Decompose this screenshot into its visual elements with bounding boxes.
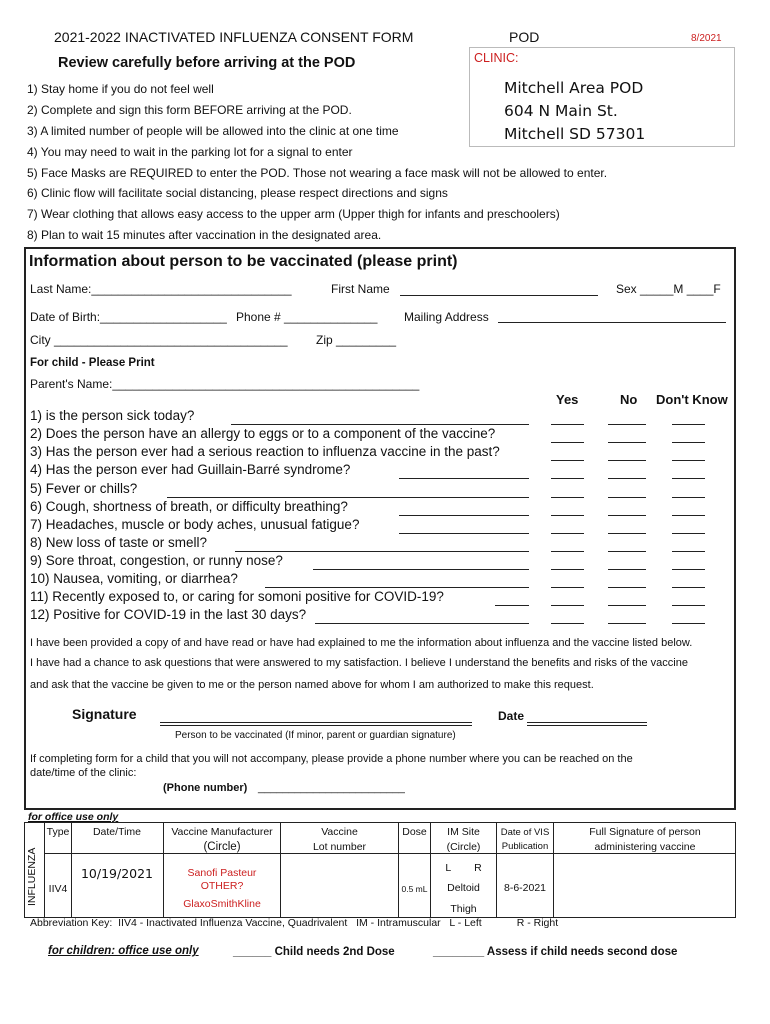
datetime-value: 10/19/2021	[80, 866, 154, 881]
answer-dont-know-blank[interactable]	[672, 497, 705, 498]
second-dose-field[interactable]: ______ Child needs 2nd Dose	[233, 946, 395, 958]
answer-yes-blank[interactable]	[551, 533, 584, 534]
question-line	[315, 623, 529, 624]
signature-line-double	[160, 725, 472, 726]
answer-no-blank[interactable]	[608, 497, 646, 498]
question-line	[495, 605, 529, 606]
answer-no-blank[interactable]	[608, 478, 646, 479]
site-subheader: (Circle)	[446, 841, 481, 853]
answer-yes-blank[interactable]	[551, 605, 584, 606]
answer-yes-blank[interactable]	[551, 478, 584, 479]
question-2: 2) Does the person have an allergy to eggs or to a component of the vaccine?	[30, 426, 496, 441]
answer-yes-blank[interactable]	[551, 623, 584, 624]
clinic-line-3: Mitchell SD 57301	[504, 125, 646, 143]
review-heading: Review carefully before arriving at the POD	[58, 55, 356, 71]
answer-no-blank[interactable]	[608, 605, 646, 606]
answer-dont-know-blank[interactable]	[672, 424, 705, 425]
signature-subheader: administering vaccine	[594, 841, 696, 853]
form-title: 2021-2022 INACTIVATED INFLUENZA CONSENT FORM	[54, 29, 414, 45]
manufacturer-option-3[interactable]: GlaxoSmithKline	[183, 898, 261, 910]
question-line	[231, 424, 529, 425]
dob-field[interactable]: Date of Birth:___________________	[30, 310, 227, 324]
question-line	[313, 569, 529, 570]
answer-no-blank[interactable]	[608, 551, 646, 552]
answer-no-blank[interactable]	[608, 587, 646, 588]
question-9: 9) Sore throat, congestion, or runny nose?	[30, 553, 283, 568]
question-10: 10) Nausea, vomiting, or diarrhea?	[30, 571, 238, 586]
type-header: Type	[46, 826, 70, 838]
answer-no-blank[interactable]	[608, 442, 646, 443]
instruction-2: 2) Complete and sign this form BEFORE arriving at the POD.	[27, 103, 352, 117]
sex-field[interactable]: Sex _____M ____F	[616, 282, 721, 296]
answer-dont-know-blank[interactable]	[672, 569, 705, 570]
clinic-box	[469, 47, 735, 147]
question-6: 6) Cough, shortness of breath, or difficulty breathing?	[30, 499, 348, 514]
form-date: 8/2021	[691, 33, 722, 44]
question-line	[167, 497, 529, 498]
signature-caption: Person to be vaccinated (If minor, parent or guardian signature)	[175, 730, 456, 741]
question-line	[399, 478, 529, 479]
type-value: IIV4	[48, 883, 68, 895]
manufacturer-option-2[interactable]: OTHER?	[200, 880, 244, 892]
vis-header: Date of VIS	[500, 827, 550, 838]
instruction-3: 3) A limited number of people will be allowed into the clinic at one time	[27, 124, 399, 138]
answer-dont-know-blank[interactable]	[672, 533, 705, 534]
pod-label: POD	[509, 29, 540, 45]
instruction-7: 7) Wear clothing that allows easy access to the upper arm (Upper thigh for infants and preschoolers)	[27, 207, 560, 221]
answer-yes-blank[interactable]	[551, 424, 584, 425]
mailing-field[interactable]	[498, 322, 726, 323]
manufacturer-option-1[interactable]: Sanofi Pasteur	[187, 867, 257, 879]
last-name-field[interactable]: Last Name:______________________________	[30, 282, 292, 296]
answer-yes-blank[interactable]	[551, 460, 584, 461]
lot-header: Lot number	[312, 841, 367, 853]
question-8: 8) New loss of taste or smell?	[30, 535, 208, 550]
answer-dont-know-blank[interactable]	[672, 442, 705, 443]
consent-line-2: I have had a chance to ask questions that were answered to my satisfaction. I believe I understand the benefits and risks of the vaccine	[30, 657, 688, 669]
phone-field[interactable]: Phone # ______________	[236, 310, 378, 324]
question-5: 5) Fever or chills?	[30, 481, 138, 496]
site-thigh[interactable]: Thigh	[450, 903, 477, 915]
manufacturer-header: Vaccine Manufacturer	[171, 826, 273, 838]
date-label: Date	[498, 709, 525, 723]
answer-dont-know-blank[interactable]	[672, 478, 705, 479]
question-line	[399, 515, 529, 516]
datetime-header: Date/Time	[92, 826, 142, 838]
table-header-divider	[44, 853, 736, 854]
answer-dont-know-blank[interactable]	[672, 460, 705, 461]
answer-yes-blank[interactable]	[551, 569, 584, 570]
answer-no-blank[interactable]	[608, 569, 646, 570]
answer-yes-blank[interactable]	[551, 497, 584, 498]
phone-number-label: (Phone number)	[163, 782, 248, 794]
signature-line[interactable]	[160, 722, 472, 723]
dose-header: Dose	[402, 826, 427, 838]
clinic-line-1: Mitchell Area POD	[504, 79, 644, 97]
child-label: For child - Please Print	[30, 357, 155, 369]
instruction-5: 5) Face Masks are REQUIRED to enter the POD. Those not wearing a face mask will not be allowed to enter.	[27, 166, 608, 180]
vis-subheader: Publication	[501, 841, 549, 852]
vis-value: 8-6-2021	[503, 882, 547, 894]
mailing-label: Mailing Address	[404, 310, 489, 324]
question-1: 1) is the person sick today?	[30, 408, 195, 423]
answer-dont-know-blank[interactable]	[672, 551, 705, 552]
question-line	[235, 551, 529, 552]
question-3: 3) Has the person ever had a serious reaction to influenza vaccine in the past?	[30, 444, 500, 459]
child-note-1: If completing form for a child that you will not accompany, please provide a phone number where you can be reached on the	[30, 753, 633, 765]
zip-field[interactable]: Zip _________	[316, 333, 397, 347]
instruction-1: 1) Stay home if you do not feel well	[27, 82, 214, 96]
no-header: No	[620, 392, 638, 407]
question-4: 4) Has the person ever had Guillain-Barré syndrome?	[30, 462, 351, 477]
site-deltoid[interactable]: Deltoid	[447, 882, 480, 894]
answer-dont-know-blank[interactable]	[672, 623, 705, 624]
phone-number-field[interactable]: ________________________	[258, 782, 405, 794]
person-heading: Information about person to be vaccinated (please print)	[29, 253, 458, 270]
consent-line-3: and ask that the vaccine be given to me or the person named above for whom I am authorized to make this request.	[30, 679, 594, 691]
consent-line-1: I have been provided a copy of and have read or have had explained to me the information about influenza and the vaccine listed below.	[30, 637, 693, 649]
question-line	[399, 533, 529, 534]
influenza-side-label: INFLUENZA	[26, 847, 38, 906]
clinic-line-2: 604 N Main St.	[504, 102, 618, 120]
answer-no-blank[interactable]	[608, 623, 646, 624]
parent-name-field[interactable]: Parent's Name:______________________________________________	[30, 377, 420, 391]
instruction-6: 6) Clinic flow will facilitate social distancing, please respect directions and signs	[27, 186, 448, 200]
question-12: 12) Positive for COVID-19 in the last 30 days?	[30, 607, 307, 622]
office-use-label: for office use only	[28, 811, 119, 823]
vaccine-header: Vaccine	[321, 826, 358, 838]
question-11: 11) Recently exposed to, or caring for somoni positive for COVID-19?	[30, 589, 444, 604]
site-header: IM Site	[447, 826, 480, 838]
answer-dont-know-blank[interactable]	[672, 515, 705, 516]
abbreviation-key: Abbreviation Key: IIV4 - Inactivated Influenza Vaccine, Quadrivalent IM - Intramuscular L - Left R - Right	[30, 917, 559, 929]
answer-yes-blank[interactable]	[551, 587, 584, 588]
instruction-4: 4) You may need to wait in the parking lot for a signal to enter	[27, 145, 353, 159]
answer-no-blank[interactable]	[608, 533, 646, 534]
child-note-2: date/time of the clinic:	[30, 767, 137, 779]
instruction-8: 8) Plan to wait 15 minutes after vaccination in the designated area.	[27, 228, 382, 242]
answer-dont-know-blank[interactable]	[672, 587, 705, 588]
answer-no-blank[interactable]	[608, 460, 646, 461]
answer-yes-blank[interactable]	[551, 442, 584, 443]
yes-header: Yes	[556, 392, 579, 407]
first-name-label: First Name	[331, 282, 390, 296]
manufacturer-subheader: (Circle)	[203, 841, 241, 853]
signature-label: Signature	[72, 706, 137, 722]
signature-header: Full Signature of person	[589, 826, 701, 838]
children-office-label: for children: office use only	[48, 945, 199, 957]
question-7: 7) Headaches, muscle or body aches, unusual fatigue?	[30, 517, 360, 532]
city-field[interactable]: City ___________________________________	[30, 333, 288, 347]
assess-field[interactable]: ________ Assess if child needs second dose	[433, 946, 678, 958]
answer-yes-blank[interactable]	[551, 551, 584, 552]
answer-no-blank[interactable]	[608, 424, 646, 425]
dont-know-header: Don't Know	[656, 392, 728, 407]
dose-value: 0.5 mL	[401, 884, 428, 894]
answer-yes-blank[interactable]	[551, 515, 584, 516]
clinic-label: CLINIC:	[474, 51, 519, 65]
answer-no-blank[interactable]	[608, 515, 646, 516]
answer-dont-know-blank[interactable]	[672, 605, 705, 606]
first-name-field[interactable]	[400, 295, 598, 296]
site-lr[interactable]: L R	[445, 862, 482, 874]
date-line[interactable]	[527, 722, 647, 723]
question-line	[265, 587, 529, 588]
date-line-double	[527, 725, 647, 726]
